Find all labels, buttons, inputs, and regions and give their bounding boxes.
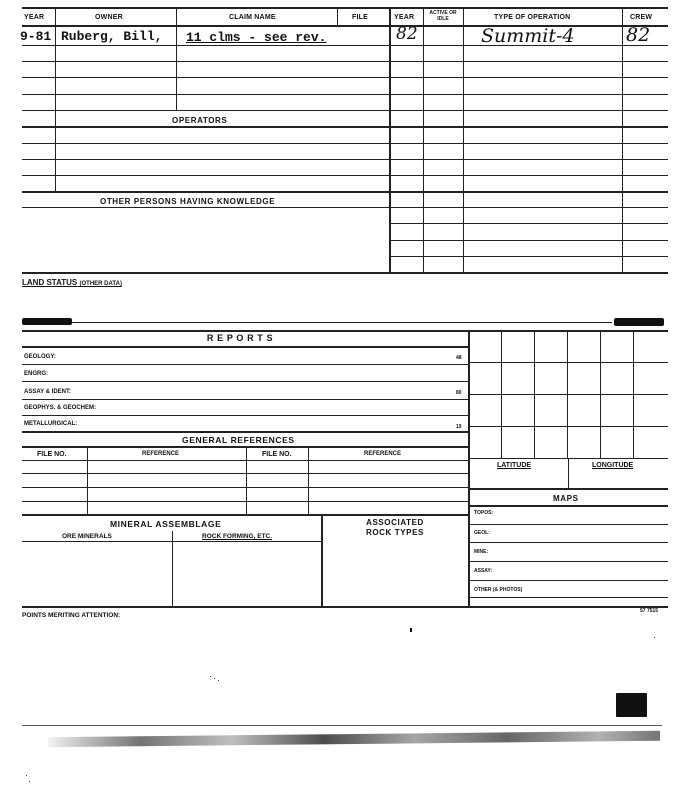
ref-bottom-border — [22, 514, 468, 516]
row-line — [390, 256, 668, 257]
col-divider — [622, 7, 623, 273]
scan-noise-band — [48, 731, 660, 747]
row1-operation-handwritten: Summit-4 — [481, 25, 575, 47]
ref-col-divider — [308, 446, 309, 514]
maps-row-line — [468, 580, 668, 581]
coordinates-bottom — [468, 488, 668, 490]
report-assay-num: 80 — [456, 390, 462, 396]
report-metallurgical-num: 19 — [456, 424, 462, 430]
location-grid-line — [468, 426, 668, 427]
report-row-line — [22, 415, 468, 416]
row1-claim-name: 11 clms - see rev. — [186, 30, 327, 45]
report-assay-label: ASSAY & IDENT: — [24, 389, 72, 395]
maps-geol-label: GEOL: — [474, 530, 490, 536]
scan-speck — [29, 781, 30, 782]
ref-row-line — [22, 460, 468, 461]
land-status-heading — [22, 278, 122, 287]
header-year-2: YEAR — [394, 14, 415, 21]
land-status-line — [72, 322, 612, 323]
ref-row-line — [22, 473, 468, 474]
scan-edge-line — [22, 725, 662, 726]
row1-crew-handwritten: 82 — [626, 24, 651, 46]
longitude-label: LONGITUDE — [592, 462, 634, 469]
table-top-border — [22, 7, 668, 9]
col-divider — [337, 7, 338, 25]
header-owner: OWNER — [95, 14, 123, 21]
location-grid-line — [468, 362, 668, 363]
mineral-col-divider — [172, 531, 173, 606]
ref-header-reference-1: REFERENCE — [142, 451, 180, 457]
row-line — [390, 207, 668, 208]
row-line — [22, 143, 668, 144]
maps-row-line — [468, 561, 668, 562]
scan-speck — [654, 637, 655, 638]
row-line — [22, 159, 668, 160]
report-metallurgical-label: METALLURGICAL: — [24, 421, 78, 427]
row1-year-handwritten: 82 — [396, 24, 418, 44]
latitude-label: LATITUDE — [497, 462, 532, 469]
maps-title: MAPS — [553, 494, 579, 503]
points-meriting-label: POINTS MERITING ATTENTION: — [22, 612, 121, 619]
land-status-sublabel: (OTHER DATA) — [79, 281, 122, 287]
scan-speck — [210, 676, 211, 677]
row-line — [22, 77, 668, 78]
ref-row-line — [22, 501, 468, 502]
row-line — [22, 191, 668, 193]
row-line — [390, 223, 668, 224]
ref-col-divider — [246, 446, 247, 514]
col-divider — [55, 7, 56, 127]
report-row-line — [22, 364, 468, 365]
associated-rock-types-line2: ROCK TYPES — [365, 528, 424, 537]
col-divider — [389, 7, 391, 273]
form-bottom-border — [22, 606, 668, 608]
reports-title: R E P O R T S — [206, 333, 274, 343]
table-bottom-border — [22, 272, 668, 274]
other-persons-label: OTHER PERSONS HAVING KNOWLEDGE — [100, 197, 276, 206]
row-line — [22, 110, 668, 111]
redaction-mark — [22, 318, 72, 325]
report-row-line — [22, 381, 468, 382]
right-panel-border — [468, 330, 470, 606]
rock-forming-label: ROCK FORMING, ETC. — [202, 533, 273, 540]
operators-divider — [22, 126, 668, 128]
header-year: YEAR — [24, 14, 45, 21]
row1-year: 9-81 — [20, 29, 52, 44]
ref-header-file-no-2: FILE NO. — [262, 451, 292, 458]
scan-speck — [26, 775, 27, 776]
general-references-title: GENERAL REFERENCES — [182, 435, 295, 445]
general-references-rule — [22, 446, 468, 448]
maps-other-label: OTHER (& PHOTOS) — [474, 587, 523, 593]
col-divider — [176, 7, 177, 111]
ref-header-file-no-1: FILE NO. — [37, 451, 67, 458]
location-grid-line — [468, 394, 668, 395]
report-row-line — [22, 431, 468, 433]
ref-col-divider — [87, 446, 88, 514]
maps-mine-label: MINE: — [474, 549, 489, 555]
header-active-idle: ACTIVE OR IDLE — [429, 10, 457, 22]
report-geology-label: GEOLOGY: — [24, 354, 56, 360]
header-file: FILE — [352, 14, 368, 21]
header-crew: CREW — [630, 14, 653, 21]
land-status-label: LAND STATUS — [22, 278, 78, 287]
row-line — [22, 94, 668, 95]
reports-top-border — [22, 330, 668, 332]
row1-owner: Ruberg, Bill, — [61, 29, 163, 44]
ref-row-line — [22, 487, 468, 488]
scan-speck — [218, 680, 219, 681]
maps-row-line — [468, 524, 668, 525]
reports-title-rule — [22, 346, 468, 348]
scan-dark-block — [616, 693, 647, 717]
associated-rock-types-line1: ASSOCIATED — [366, 518, 424, 527]
col-divider — [423, 7, 424, 273]
report-geophys-label: GEOPHYS. & GEOCHEM: — [24, 405, 97, 411]
header-claim-name: CLAIM NAME — [229, 14, 276, 21]
report-engrg-label: ENGRG: — [24, 371, 48, 377]
row-line — [390, 240, 668, 241]
scan-speck — [214, 678, 215, 679]
mineral-assemblage-title: MINERAL ASSEMBLAGE — [110, 519, 222, 529]
col-divider — [463, 7, 464, 273]
maps-row-line — [468, 542, 668, 543]
maps-row-line — [468, 597, 668, 598]
redaction-mark — [614, 318, 664, 326]
ref-header-reference-2: REFERENCE — [364, 451, 402, 457]
maps-title-rule — [468, 505, 668, 507]
operators-label: OPERATORS — [172, 116, 228, 125]
row-line — [22, 45, 668, 46]
row-line — [22, 61, 668, 62]
scan-speck — [410, 628, 412, 632]
maps-topos-label: TOPOS: — [474, 510, 494, 516]
maps-assay-label: ASSAY: — [474, 568, 493, 574]
report-row-line — [22, 399, 468, 400]
form-number: 57 7515 — [640, 608, 659, 614]
coordinates-divider — [568, 458, 569, 488]
row-line — [22, 207, 390, 208]
col-divider — [55, 127, 56, 192]
header-type-of-operation: TYPE OF OPERATION — [494, 14, 571, 21]
ore-minerals-label: ORE MINERALS — [62, 533, 112, 540]
report-geology-num: 48 — [456, 355, 462, 361]
row-line — [22, 175, 668, 176]
